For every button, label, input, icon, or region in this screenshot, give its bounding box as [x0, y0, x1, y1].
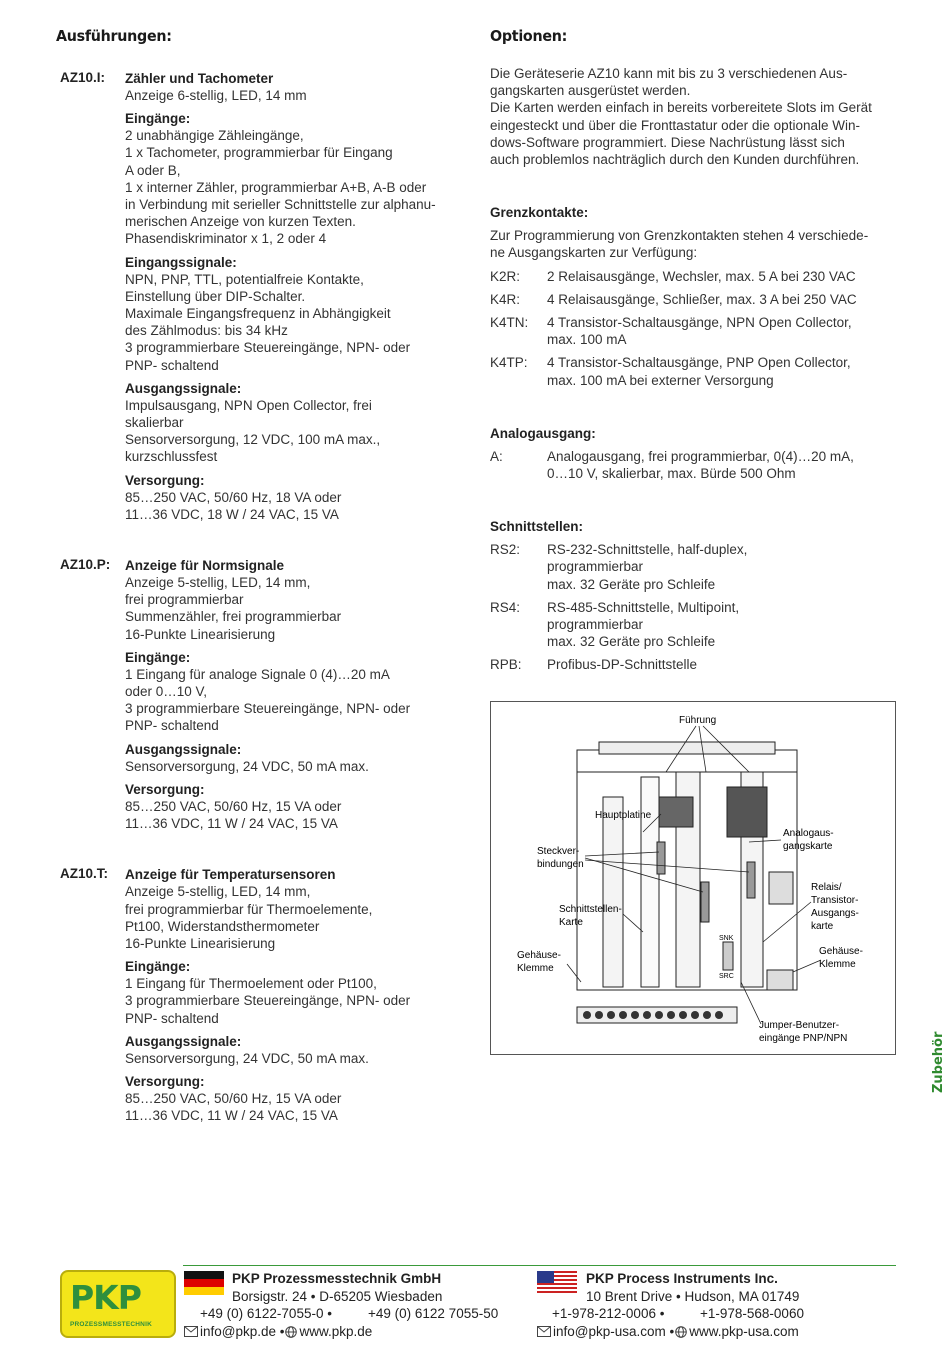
label-jumper1: Jumper-Benutzer- — [759, 1020, 840, 1031]
option-row — [490, 599, 896, 651]
variant-title: Anzeige für Temperatursensoren — [125, 867, 336, 883]
options-intro — [490, 65, 896, 168]
spec-line: Sensorversorgung, 24 VDC, 50 mA max. — [125, 1050, 369, 1066]
variant-title: Anzeige für Normsignale — [125, 558, 285, 574]
spec-line: 1 Eingang für analoge Signale 0 (4)…20 mA — [125, 666, 390, 682]
option-code: K4TN: — [490, 315, 529, 331]
option-desc-line: 0…10 V, skalierbar, max. Bürde 500 Ohm — [547, 466, 796, 482]
option-heading: Schnittstellen: — [490, 519, 584, 535]
spec-line: PNP- schaltend — [125, 357, 219, 373]
option-row — [490, 291, 896, 308]
spec-line: PNP- schaltend — [125, 1010, 219, 1026]
variant-line: Anzeige 5-stellig, LED, 14 mm, — [125, 884, 311, 900]
option-intro-line: Zur Programmierung von Grenzkontakten stehen 4 verschiede- — [490, 228, 869, 244]
left-column — [60, 70, 460, 1158]
label-src: SRC — [719, 973, 734, 980]
label-fuehrung: Führung — [679, 715, 717, 726]
right-column — [490, 65, 896, 680]
label-gehaeuse-left-1: Gehäuse- — [517, 950, 561, 961]
label-snk: SNK — [719, 935, 734, 942]
option-row — [490, 314, 896, 348]
option-row — [490, 541, 896, 593]
option-desc — [547, 291, 896, 308]
intro-line: dows-Software programmiert. Diese Nachrüstung lässt sich — [490, 134, 845, 150]
company-de-name: PKP Prozessmesstechnik GmbH — [232, 1271, 442, 1286]
variant-code: AZ10.I: — [60, 70, 106, 85]
spec-heading: Ausgangssignale: — [125, 741, 242, 757]
company-us-phone: +1-978-212-0006 • — [552, 1306, 665, 1321]
spec-line: 1 Eingang für Thermoelement oder Pt100, — [125, 976, 377, 992]
company-us-contact — [537, 1323, 799, 1341]
spec-line: Impulsausgang, NPN Open Collector, frei — [125, 397, 372, 413]
label-analog1: Analogaus- — [783, 828, 834, 839]
variant-code: AZ10.T: — [60, 866, 109, 882]
company-us-web[interactable]: www.pkp-usa.com — [689, 1324, 799, 1339]
variant-block — [60, 70, 460, 523]
label-gehaeuse-left-2: Klemme — [517, 963, 554, 974]
spec-line: Sensorversorgung, 12 VDC, 100 mA max., — [125, 432, 381, 448]
option-desc-line: programmierbar — [547, 559, 644, 575]
envelope-icon — [537, 1326, 551, 1337]
company-us-fax: +1-978-568-0060 — [700, 1306, 804, 1321]
option-row — [490, 448, 896, 482]
option-desc-line: max. 100 mA — [547, 332, 627, 348]
option-desc — [547, 599, 896, 651]
option-desc — [547, 541, 896, 593]
company-de-fax: +49 (0) 6122 7055-50 — [368, 1306, 499, 1321]
intro-line: eingesteckt und über die Fronttastatur oder die optionale Win- — [490, 117, 860, 133]
heading-ausfuehrungen: Ausführungen: — [56, 27, 172, 45]
pkp-logo: PKP PROZESSMESSTECHNIK — [60, 1270, 176, 1338]
option-desc-line: 4 Relaisausgänge, Schließer, max. 3 A bei 250 VAC — [547, 291, 857, 307]
variant-line: Pt100, Widerstandsthermometer — [125, 918, 320, 934]
option-desc-line: RS-485-Schnittstelle, Multipoint, — [547, 599, 740, 615]
company-us-address: 10 Brent Drive • Hudson, MA 01749 — [586, 1288, 800, 1304]
option-row — [490, 354, 896, 388]
flag-usa-icon — [537, 1271, 577, 1295]
variant-body — [125, 557, 460, 832]
variant-code: AZ10.P: — [60, 557, 111, 573]
spec-line: PNP- schaltend — [125, 718, 219, 734]
option-row — [490, 268, 896, 285]
option-desc-line: Analogausgang, frei programmierbar, 0(4)…20 mA, — [547, 448, 854, 464]
spec-line: kurzschlussfest — [125, 449, 218, 465]
option-desc — [547, 314, 896, 348]
company-us-email[interactable]: info@pkp-usa.com • — [553, 1324, 675, 1339]
option-desc — [547, 656, 896, 673]
company-us-name: PKP Process Instruments Inc. — [586, 1271, 778, 1286]
variant-block — [60, 866, 460, 1124]
spec-line: 11…36 VDC, 11 W / 24 VAC, 15 VA — [125, 1108, 338, 1124]
label-steckver1: Steckver- — [537, 846, 580, 857]
spec-heading: Versorgung: — [125, 472, 205, 488]
option-desc-line: max. 32 Geräte pro Schleife — [547, 576, 716, 592]
spec-heading: Eingänge: — [125, 649, 191, 665]
intro-line: Die Karten werden einfach in bereits vorbereitete Slots im Gerät — [490, 100, 872, 116]
option-desc-line: 4 Transistor-Schaltausgänge, PNP Open Collector, — [547, 355, 851, 371]
company-de-phone: +49 (0) 6122-7055-0 • — [200, 1306, 332, 1321]
envelope-icon — [184, 1326, 198, 1337]
label-relais1: Relais/ — [811, 882, 842, 893]
option-code: K4TP: — [490, 355, 528, 371]
spec-line: 11…36 VDC, 11 W / 24 VAC, 15 VA — [125, 816, 338, 832]
variant-line: Anzeige 6-stellig, LED, 14 mm — [125, 88, 307, 103]
option-code: RS4: — [490, 599, 521, 615]
spec-heading: Versorgung: — [125, 1073, 205, 1089]
variant-line: Summenzähler, frei programmierbar — [125, 609, 342, 625]
label-jumper2: eingänge PNP/NPN — [759, 1033, 848, 1044]
company-de-address: Borsigstr. 24 • D-65205 Wiesbaden — [232, 1288, 443, 1304]
spec-line: 85…250 VAC, 50/60 Hz, 15 VA oder — [125, 1090, 342, 1106]
company-de-contact — [184, 1323, 372, 1341]
intro-line: gangskarten ausgerüstet werden. — [490, 83, 691, 99]
spec-line: 85…250 VAC, 50/60 Hz, 18 VA oder — [125, 489, 342, 505]
option-code: A: — [490, 448, 503, 464]
label-relais2: Transistor- — [811, 895, 859, 906]
spec-line: 3 programmierbare Steuereingänge, NPN- oder — [125, 993, 411, 1009]
spec-line: A oder B, — [125, 162, 181, 178]
spec-heading: Eingangssignale: — [125, 254, 237, 270]
spec-line: in Verbindung mit serieller Schnittstelle zur alphanu- — [125, 197, 436, 213]
variant-line: 16-Punkte Linearisierung — [125, 626, 276, 642]
label-analog2: gangskarte — [783, 841, 833, 852]
globe-icon — [285, 1326, 297, 1338]
option-desc-line: max. 32 Geräte pro Schleife — [547, 634, 716, 650]
option-code: K4R: — [490, 291, 521, 307]
company-de — [232, 1270, 442, 1305]
option-section — [490, 518, 896, 673]
spec-heading: Eingänge: — [125, 959, 191, 975]
intro-line: auch problemlos nachträglich durch den Kunden durchführen. — [490, 152, 860, 168]
option-desc-line: 2 Relaisausgänge, Wechsler, max. 5 A bei 230 VAC — [547, 268, 856, 284]
spec-line: 3 programmierbare Steuereingänge, NPN- oder — [125, 701, 411, 717]
footer-divider — [183, 1265, 896, 1266]
option-desc-line: RS-232-Schnittstelle, half-duplex, — [547, 542, 748, 558]
spec-line: 1 x interner Zähler, programmierbar A+B, A-B oder — [125, 179, 427, 195]
option-heading: Grenzkontakte: — [490, 205, 589, 221]
variant-line: frei programmierbar für Thermoelemente, — [125, 901, 373, 917]
flag-germany-icon — [184, 1271, 224, 1295]
label-gehaeuse-right-1: Gehäuse- — [819, 946, 863, 957]
spec-line: 2 unabhängige Zähleingänge, — [125, 128, 304, 144]
option-code: K2R: — [490, 268, 521, 284]
option-desc-line: Profibus-DP-Schnittstelle — [547, 657, 698, 673]
spec-line: 11…36 VDC, 18 W / 24 VAC, 15 VA — [125, 506, 339, 522]
option-row — [490, 656, 896, 673]
spec-line: des Zählmodus: bis 34 kHz — [125, 323, 288, 339]
company-us — [586, 1270, 799, 1305]
option-desc — [547, 448, 896, 482]
option-section — [490, 204, 896, 389]
spec-heading: Ausgangssignale: — [125, 1033, 242, 1049]
option-section — [490, 425, 896, 482]
option-desc-line: 4 Transistor-Schaltausgänge, NPN Open Collector, — [547, 315, 852, 331]
label-relais4: karte — [811, 921, 834, 932]
side-tab-zubehoer: Zubehör — [931, 1031, 946, 1093]
spec-line: merischen Anzeige von kurzen Texten. — [125, 214, 356, 230]
spec-line: oder 0…10 V, — [125, 684, 208, 700]
label-gehaeuse-right-2: Klemme — [819, 959, 856, 970]
spec-line: Maximale Eingangsfrequenz in Abhängigkeit — [125, 306, 391, 322]
label-schnitt2: Karte — [559, 917, 583, 928]
spec-line: 85…250 VAC, 50/60 Hz, 15 VA oder — [125, 798, 342, 814]
spec-heading: Versorgung: — [125, 781, 205, 797]
company-de-email[interactable]: info@pkp.de • — [200, 1324, 285, 1339]
option-desc-line: max. 100 mA bei externer Versorgung — [547, 372, 774, 388]
spec-line: skalierbar — [125, 415, 184, 431]
spec-line: 3 programmierbare Steuereingänge, NPN- oder — [125, 340, 411, 356]
spec-line: Phasendiskriminator x 1, 2 oder 4 — [125, 231, 327, 247]
option-intro — [490, 227, 896, 261]
spec-line: 1 x Tachometer, programmierbar für Eingang — [125, 145, 393, 161]
variant-block — [60, 557, 460, 832]
option-desc-line: programmierbar — [547, 617, 644, 633]
option-heading: Analogausgang: — [490, 425, 596, 441]
option-intro-line: ne Ausgangskarten zur Verfügung: — [490, 245, 698, 261]
variant-line: frei programmierbar — [125, 592, 244, 608]
option-desc — [547, 268, 896, 285]
globe-icon — [675, 1326, 687, 1338]
spec-line: Einstellung über DIP-Schalter. — [125, 288, 306, 304]
label-schnitt1: Schnittstellen- — [559, 904, 622, 915]
variant-title: Zähler und Tachometer — [125, 71, 274, 86]
spec-line: NPN, PNP, TTL, potentialfreie Kontakte, — [125, 271, 364, 287]
option-code: RPB: — [490, 657, 522, 673]
option-code: RS2: — [490, 542, 521, 558]
device-diagram — [490, 701, 896, 1055]
spec-heading: Ausgangssignale: — [125, 380, 242, 396]
heading-optionen: Optionen: — [490, 27, 568, 45]
label-steckver2: bindungen — [537, 859, 584, 870]
device-diagram-svg — [491, 702, 895, 1054]
intro-line: Die Geräteserie AZ10 kann mit bis zu 3 verschiedenen Aus- — [490, 66, 848, 81]
option-desc — [547, 354, 896, 388]
label-hauptplatine: Hauptplatine — [595, 810, 652, 821]
spec-line: Sensorversorgung, 24 VDC, 50 mA max. — [125, 758, 369, 774]
spec-heading: Eingänge: — [125, 111, 191, 127]
variant-line: 16-Punkte Linearisierung — [125, 935, 276, 951]
company-de-web[interactable]: www.pkp.de — [299, 1324, 373, 1339]
variant-line: Anzeige 5-stellig, LED, 14 mm, — [125, 575, 311, 591]
label-relais3: Ausgangs- — [811, 908, 859, 919]
variant-body — [125, 70, 460, 523]
variant-body — [125, 866, 460, 1124]
